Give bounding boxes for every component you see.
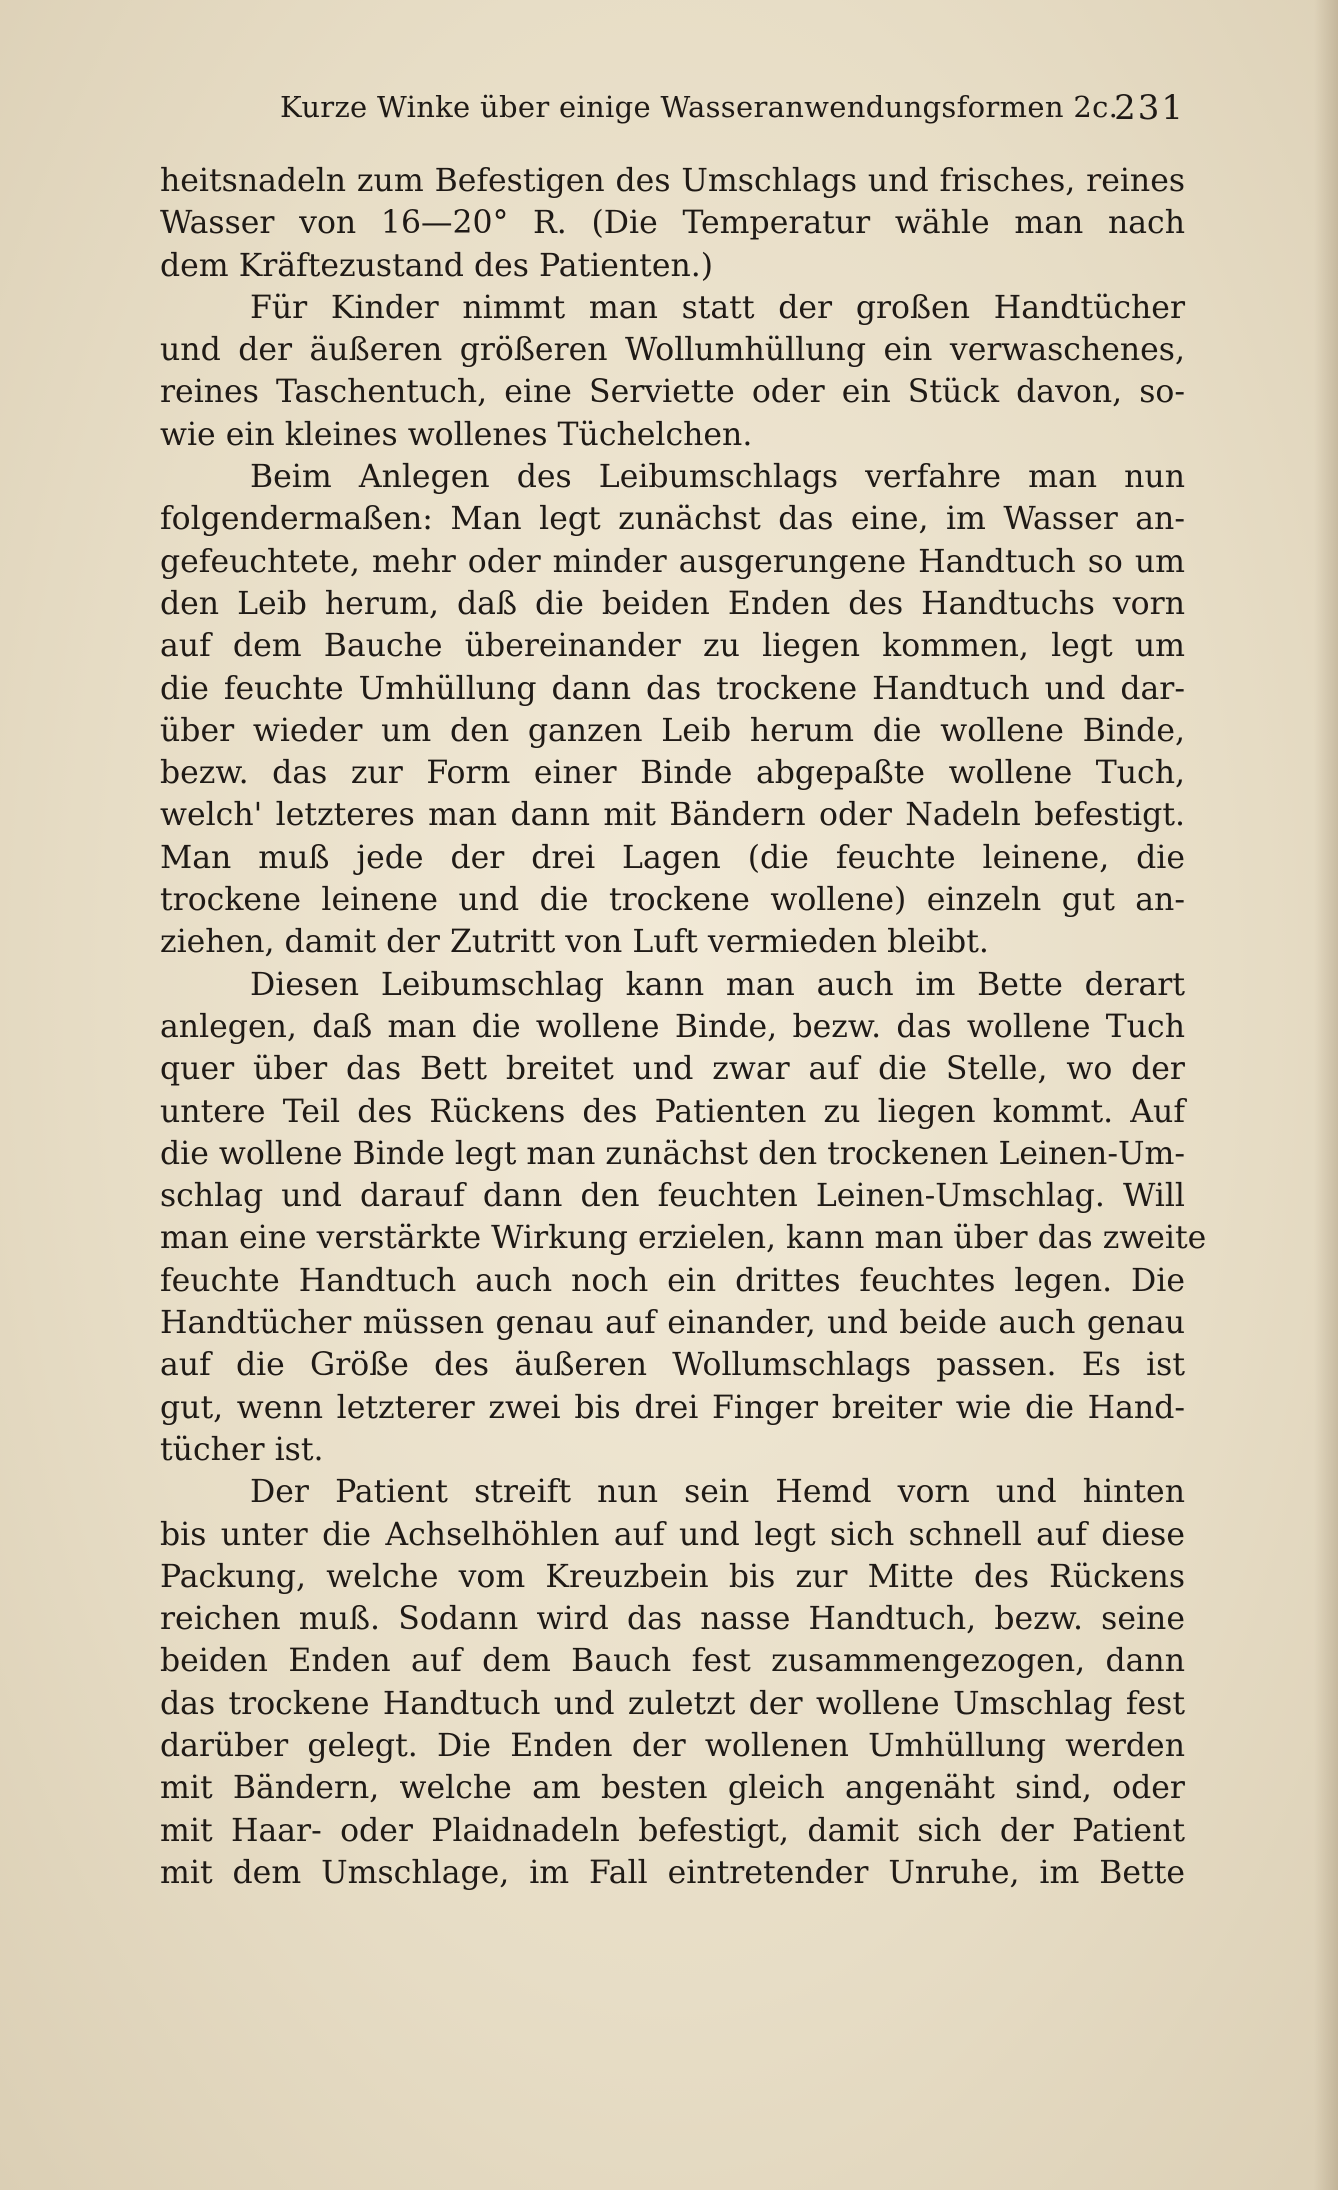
- paragraph: [160, 1471, 1185, 1894]
- body-text: [160, 160, 1207, 1894]
- text-line: feuchte Handtuch auch noch ein drittes feuchtes legen. Die: [160, 1262, 1185, 1299]
- text-line: mit dem Umschlage, im Fall eintretender Unruhe, im Bette: [160, 1854, 1185, 1891]
- text-line: und der äußeren größeren Wollumhüllung ein verwaschenes,: [160, 332, 1185, 369]
- running-header: [160, 84, 1185, 134]
- text-line: tücher ist.: [160, 1431, 324, 1468]
- text-line: untere Teil des Rückens des Patienten zu liegen kommt. Auf: [160, 1093, 1185, 1130]
- text-line: Wasser von 16—20° R. (Die Temperatur wähle man nach: [160, 205, 1185, 242]
- page-edge-shadow: [1314, 0, 1338, 2190]
- text-line: reines Taschentuch, eine Serviette oder ein Stück davon, so-: [160, 374, 1185, 411]
- text-line: gut, wenn letzterer zwei bis drei Finger breiter wie die Hand-: [160, 1389, 1185, 1426]
- running-header-title: Kurze Winke über einige Wasseranwendungsformen 2c.: [280, 90, 1119, 124]
- text-line: Der Patient streift nun sein Hemd vorn und hinten: [250, 1474, 1185, 1511]
- text-line: welch' letzteres man dann mit Bändern oder Nadeln befestigt.: [160, 797, 1185, 834]
- text-line: Diesen Leibumschlag kann man auch im Bette derart: [250, 966, 1185, 1003]
- text-line: schlag und darauf dann den feuchten Leinen-Umschlag. Will: [160, 1178, 1185, 1215]
- page-number: 231: [1114, 88, 1185, 128]
- text-line: reichen muß. Sodann wird das nasse Handtuch, bezw. seine: [160, 1601, 1185, 1638]
- text-line: das trockene Handtuch und zuletzt der wollene Umschlag fest: [160, 1685, 1185, 1722]
- text-line: Man muß jede der drei Lagen (die feuchte leinene, die: [160, 839, 1185, 876]
- text-line: anlegen, daß man die wollene Binde, bezw. das wollene Tuch: [160, 1008, 1185, 1045]
- text-line: Packung, welche vom Kreuzbein bis zur Mitte des Rückens: [160, 1558, 1185, 1595]
- paragraph: [160, 160, 1185, 287]
- text-line: man eine verstärkte Wirkung erzielen, kann man über das zweite: [160, 1220, 1207, 1257]
- text-line: mit Haar- oder Plaidnadeln befestigt, damit sich der Patient: [160, 1812, 1185, 1849]
- paragraph: [160, 964, 1207, 1472]
- text-line: dem Kräftezustand des Patienten.): [160, 247, 714, 284]
- text-line: wie ein kleines wollenes Tüchelchen.: [160, 416, 753, 453]
- text-line: trockene leinene und die trockene wollene) einzeln gut an-: [160, 882, 1185, 919]
- text-line: die wollene Binde legt man zunächst den trockenen Leinen-Um-: [160, 1135, 1186, 1172]
- text-line: Beim Anlegen des Leibumschlags verfahre man nun: [250, 459, 1185, 496]
- text-line: beiden Enden auf dem Bauch fest zusammengezogen, dann: [160, 1643, 1185, 1680]
- text-line: den Leib herum, daß die beiden Enden des Handtuchs vorn: [160, 585, 1185, 622]
- paragraph: [160, 456, 1185, 964]
- text-line: quer über das Bett breitet und zwar auf die Stelle, wo der: [160, 1051, 1185, 1088]
- text-line: über wieder um den ganzen Leib herum die wollene Binde,: [160, 712, 1185, 749]
- text-line: heitsnadeln zum Befestigen des Umschlags und frisches, reines: [160, 163, 1185, 199]
- text-line: auf die Größe des äußeren Wollumschlags passen. Es ist: [160, 1347, 1185, 1384]
- text-line: die feuchte Umhüllung dann das trockene Handtuch und dar-: [160, 670, 1185, 707]
- text-line: bezw. das zur Form einer Binde abgepaßte wollene Tuch,: [160, 755, 1185, 792]
- text-line: Für Kinder nimmt man statt der großen Handtücher: [250, 289, 1185, 326]
- paragraph: [160, 287, 1185, 456]
- text-line: auf dem Bauche übereinander zu liegen kommen, legt um: [160, 628, 1185, 665]
- text-line: mit Bändern, welche am besten gleich angenäht sind, oder: [160, 1770, 1185, 1807]
- text-line: darüber gelegt. Die Enden der wollenen Umhüllung werden: [160, 1727, 1185, 1764]
- text-line: Handtücher müssen genau auf einander, und beide auch genau: [160, 1305, 1185, 1342]
- text-line: ziehen, damit der Zutritt von Luft vermieden bleibt.: [160, 924, 989, 961]
- text-line: folgendermaßen: Man legt zunächst das eine, im Wasser an-: [160, 501, 1185, 538]
- text-line: bis unter die Achselhöhlen auf und legt sich schnell auf diese: [160, 1516, 1185, 1553]
- text-line: gefeuchtete, mehr oder minder ausgerungene Handtuch so um: [160, 543, 1185, 580]
